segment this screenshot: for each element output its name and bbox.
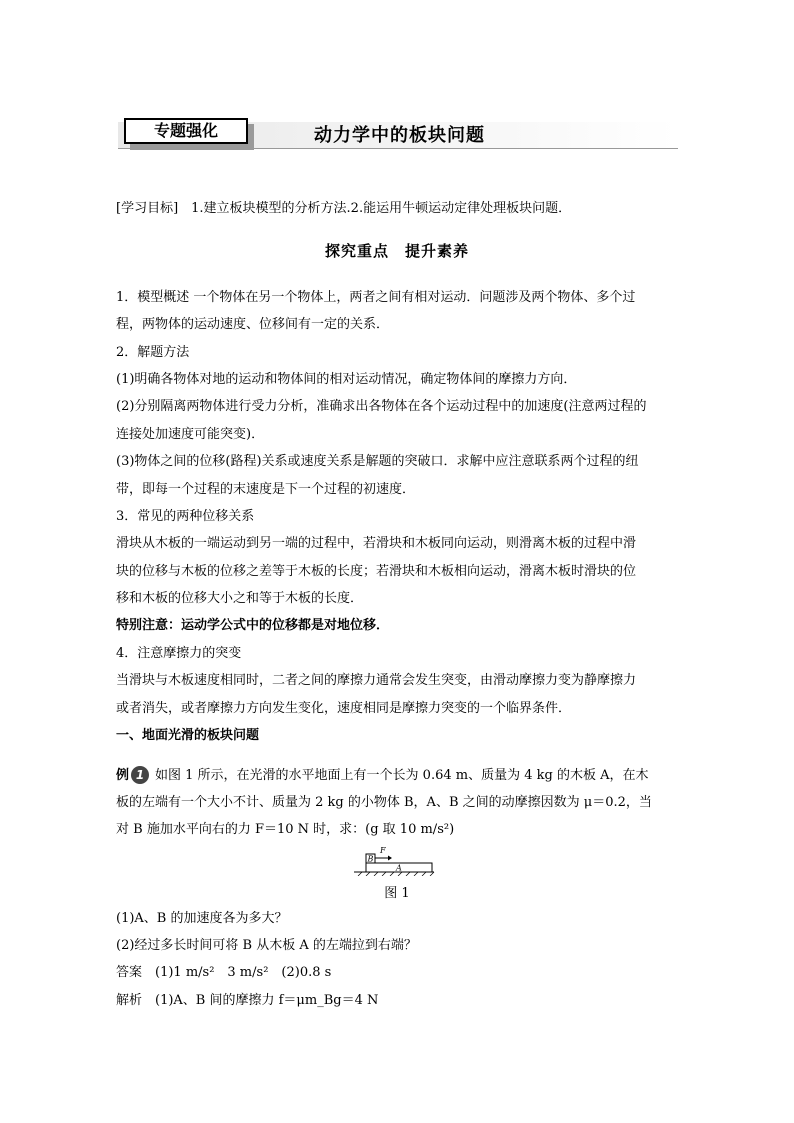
paragraph-line: 程，两物体的运动速度、位移间有一定的关系．	[116, 317, 390, 332]
subsection-heading: 一、地面光滑的板块问题	[116, 728, 260, 743]
label-f: F	[380, 846, 386, 855]
example-text: 如图 1 所示，在光滑的水平地面上有一个长为 0.64 m、质量为 4 kg 的木板 A，在木	[155, 768, 649, 783]
example-line: 板的左端有一个大小不计、质量为 2 kg 的小物体 B，A、B 之间的动摩擦因数为 μ＝0.2，当	[116, 795, 652, 810]
paragraph-line: 滑块从木板的一端运动到另一端的过程中，若滑块和木板同向运动，则滑离木板的过程中滑	[116, 536, 637, 551]
example-line	[116, 766, 676, 785]
label-a: A	[396, 863, 402, 873]
question-2: (2)经过多长时间可将 B 从木板 A 的左端拉到右端？	[116, 938, 417, 953]
analysis-line: 解析 (1)A、B 间的摩擦力 f＝μm_Bg＝4 N	[116, 993, 379, 1008]
block-board-figure	[352, 842, 436, 876]
force-arrowhead	[388, 856, 392, 861]
answer-line: 答案 (1)1 m/s² 3 m/s² (2)0.8 s	[116, 965, 332, 980]
learning-objective: [学习目标] 1.建立板块模型的分析方法.2.能运用牛顿运动定律处理板块问题．	[116, 201, 572, 216]
paragraph-line: 3．常见的两种位移关系	[116, 509, 255, 524]
example-line: 对 B 施加水平向右的力 F＝10 N 时，求：(g 取 10 m/s²)	[116, 822, 455, 837]
paragraph-line: (3)物体之间的位移(路程)关系或速度关系是解题的突破口．求解中应注意联系两个过程的纽	[116, 454, 639, 469]
paragraph-line: (2)分别隔离两物体进行受力分析，准确求出各物体在各个运动过程中的加速度(注意两过程的	[116, 399, 647, 414]
label-b: B	[367, 854, 374, 864]
paragraph-line: 2．解题方法	[116, 345, 190, 360]
tag-label: 专题强化	[124, 118, 248, 144]
paragraph-line: 4．注意摩擦力的突变	[116, 646, 242, 661]
paragraph-line: 移和木板的位移大小之和等于木板的长度．	[116, 591, 364, 606]
header-banner	[118, 116, 678, 156]
paragraph-line: 连接处加速度可能突变)．	[116, 427, 265, 442]
example-number: 1	[131, 766, 149, 784]
section-heading: 探究重点 提升素养	[324, 242, 469, 260]
paragraph-line: 带，即每一个过程的末速度是下一个过程的初速度．	[116, 482, 416, 497]
figure-caption: 图 1	[384, 886, 410, 901]
paragraph-line: 1．模型概述 一个物体在另一个物体上，两者之间有相对运动．问题涉及两个物体、多个过	[116, 290, 636, 305]
paragraph-line: 块的位移与木板的位移之差等于木板的长度；若滑块和木板相向运动，滑离木板时滑块的位	[116, 564, 637, 579]
note-line: 特别注意：运动学公式中的位移都是对地位移．	[116, 618, 390, 633]
ground-hatch	[358, 872, 434, 876]
paragraph-line: (1)明确各物体对地的运动和物体间的相对运动情况，确定物体间的摩擦力方向．	[116, 372, 577, 387]
topic-tag	[124, 118, 254, 148]
paragraph-line: 当滑块与木板速度相同时，二者之间的摩擦力通常会发生突变，由滑动摩擦力变为静摩擦力	[116, 673, 637, 688]
question-1: (1)A、B 的加速度各为多大？	[116, 911, 288, 926]
example-badge	[116, 766, 149, 785]
example-label: 例	[116, 768, 130, 783]
page-title: 动力学中的板块问题	[314, 125, 485, 146]
paragraph-line: 或者消失，或者摩擦力方向发生变化，速度相同是摩擦力突变的一个临界条件．	[116, 701, 572, 716]
